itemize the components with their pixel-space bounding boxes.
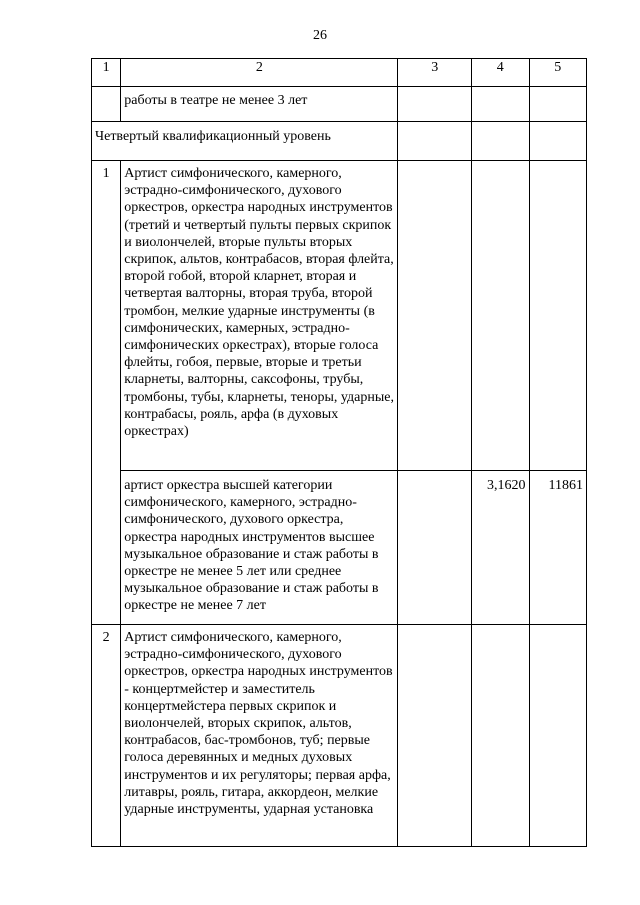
table-row (92, 625, 587, 847)
table-row (92, 87, 587, 122)
section-col-5-cell (529, 122, 586, 161)
header-col-5: 5 (529, 59, 586, 87)
row-text-cell: Артист симфонического, камерного, эстрадно-симфонического, духового оркестров, оркестра народных инструментов (третий и четвертый пульты первых скрипок и виолончелей, вторые пульты вторых скрипок, альтов, контрабасов, вторая флейта, второй гобой, второй кларнет, вторая и четвертая валторны, вторая труба, второй тромбон, мелкие ударные инструменты (в симфонических, камерных, эстрадно-симфонических оркестрах), вторые голоса флейты, гобоя, первые, вторые и третьи кларнеты, валторны, саксофоны, трубы, тромбоны, тубы, кларнеты, теноры, ударные, контрабасы, рояль, арфа (в духовых оркестрах) (121, 161, 398, 471)
page-number: 26 (313, 28, 327, 43)
section-col-4-cell (472, 122, 529, 161)
section-col-3-cell (398, 122, 472, 161)
section-row (92, 122, 587, 161)
qualification-table (91, 58, 587, 847)
row-number-cell: 1 (92, 161, 121, 625)
coefficient-cell: 3,1620 (472, 471, 529, 625)
row-col-3-cell (398, 161, 472, 471)
row-col-3-cell (398, 471, 472, 625)
row-col-5-cell (529, 161, 586, 471)
row-number-cell: 2 (92, 625, 121, 847)
row-col-4-cell (472, 87, 529, 122)
table-row (92, 471, 587, 625)
table-header-row (92, 59, 587, 87)
header-col-3: 3 (398, 59, 472, 87)
row-col-4-cell (472, 161, 529, 471)
row-col-3-cell (398, 87, 472, 122)
row-col-5-cell (529, 625, 586, 847)
row-text-cell: артист оркестра высшей категории симфонического, камерного, эстрадно-симфонического, духового оркестра, оркестра народных инструментов высшее музыкальное образование и стаж работы в оркестре не менее 5 лет или среднее музыкальное образование и стаж работы в оркестре не менее 7 лет (121, 471, 398, 625)
row-col-3-cell (398, 625, 472, 847)
row-text-cell: работы в театре не менее 3 лет (121, 87, 398, 122)
row-number-cell (92, 87, 121, 122)
row-col-5-cell (529, 87, 586, 122)
header-col-2: 2 (121, 59, 398, 87)
header-col-4: 4 (472, 59, 529, 87)
row-col-4-cell (472, 625, 529, 847)
row-text-cell: Артист симфонического, камерного, эстрадно-симфонического, духового оркестров, оркестра народных инструментов - концертмейстер и заместитель концертмейстера первых скрипок и виолончелей, вторых скрипок, альтов, контрабасов, бас-тромбонов, туб; первые голоса деревянных и медных духовых инструментов и их регуляторы; первая арфа, литавры, рояль, гитара, аккордеон, мелкие ударные инструменты, ударная установка (121, 625, 398, 847)
header-col-1: 1 (92, 59, 121, 87)
section-title: Четвертый квалификационный уровень (92, 122, 398, 161)
salary-cell: 11861 (529, 471, 586, 625)
table-row (92, 161, 587, 471)
